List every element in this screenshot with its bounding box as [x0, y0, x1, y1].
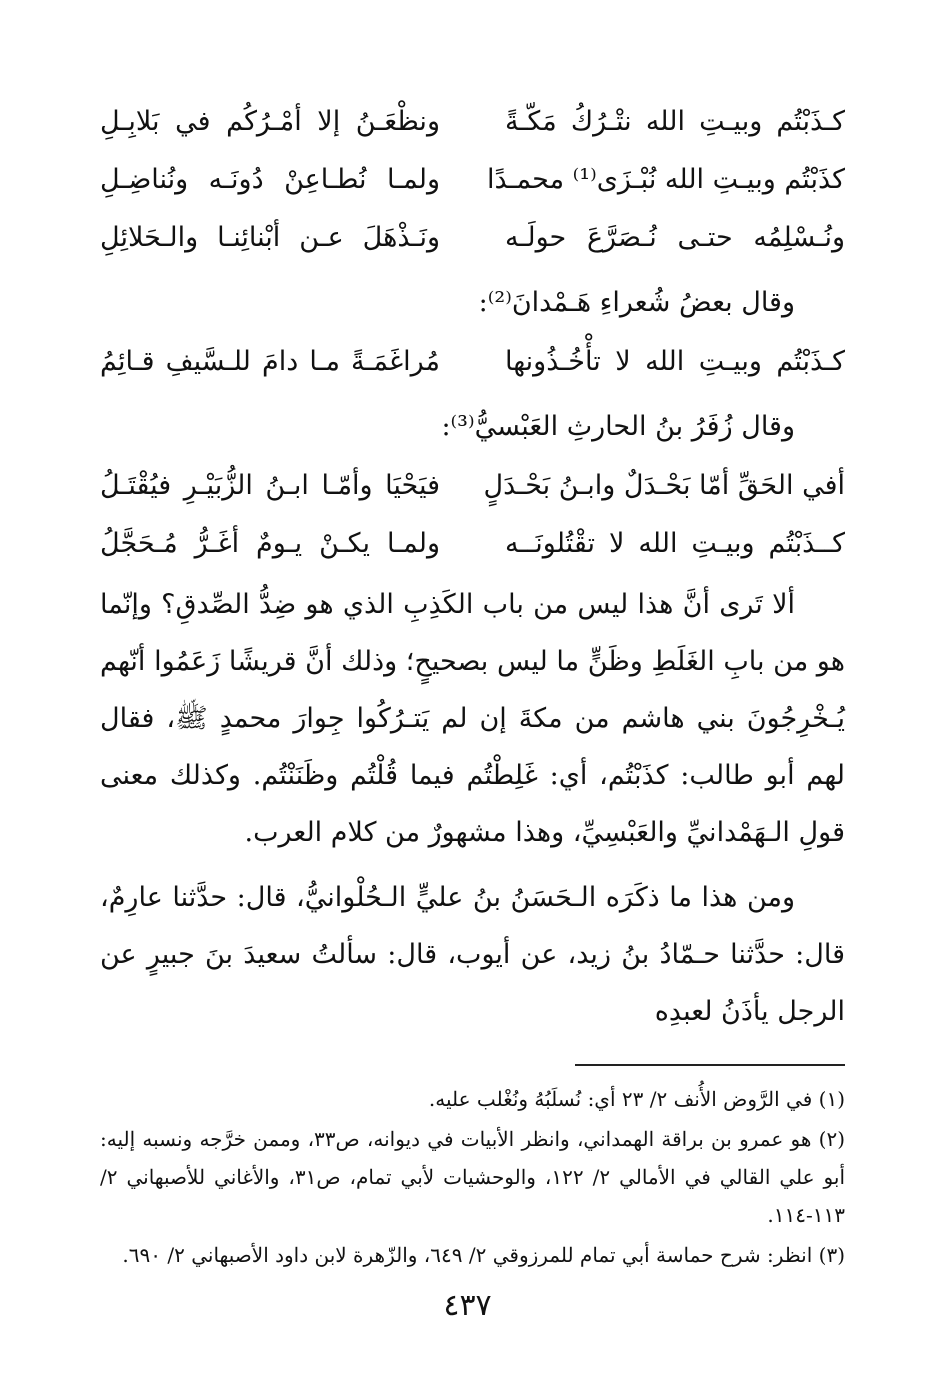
page-number: ٤٣٧: [443, 1288, 492, 1323]
verse-line: [100, 92, 845, 150]
verse-first-hemistich: كذَبْتُم وبيـتِ الله نُبْـزَى⁽¹⁾ محمـدًا: [486, 163, 845, 195]
verse-line: [100, 514, 845, 572]
verse-line: [100, 456, 845, 514]
verse-first-hemistich: كـذَبْتُم وبيـتِ الله نتْـرُكُ مَكّـةً: [505, 105, 845, 137]
prose-paragraph: ألا تَرى أنَّ هذا ليس من باب الكَذِبِ الذي هو ضِدُّ الصِّدقِ؟ وإنّما هو من بابِ الغَلَطِ وظَنٍّ ما ليس بصحيحٍ؛ وذلك أنَّ قريشًا زَعَمُوا أنّهم يُـخْرِجُونَ بني هاشم من مكةَ إن لم يَتـرُكُوا جِوارَ محمدٍ ﷺ، فقال لهم أبو طالب: كذَبْتُم، أي: غَلِطْتُم فيما قُلْتُم وظَنَنْتُم. وكذلك معنى قولِ الـهَمْدانيِّ والعَبْسِيِّ، وهذا مشهورٌ من كلام العرب.: [100, 589, 845, 848]
footnote-1: (١) في الرَّوض الأُنف ٢/ ٢٣ أي: نُسلَبُهُ ونُغْلب عليه.: [428, 1087, 845, 1111]
verse-line: [100, 150, 845, 208]
verse-second-hemistich: ونظْعَـنُ إلا أمْـرُكُم في بَلابِـلِ: [100, 105, 440, 137]
verse-first-hemistich: ونُـسْلِمُه حتـى نُـصَرَّعَ حولَـه: [505, 221, 845, 253]
poem-intro-zufar: وقال زُفَرُ بنُ الحارثِ العَبْسيُّ⁽³⁾:: [441, 411, 795, 442]
poem-hamdan: [100, 332, 845, 390]
verse-first-hemistich: كـذَبْتُم وبيـتِ الله لا تأْخُـذُونها: [505, 345, 845, 377]
verse-first-hemistich: كــذَبْتُم وبيـتِ الله لا تقْتُلونَــه: [505, 527, 845, 559]
verse-line: [100, 208, 845, 266]
verse-second-hemistich: فيَحْيَا وأمّـا ابـنُ الزُّبَيْـرِ فيُقْتَـلُ: [100, 469, 440, 501]
verse-second-hemistich: ونَـذْهَلَ عـن أبْنائِنـا والـحَلائِلِ: [100, 221, 440, 253]
poem-intro-hamdan: وقال بعضُ شُعراءِ هَـمْدانَ⁽²⁾:: [478, 287, 795, 318]
verse-second-hemistich: ولمـا يكـنْ يـومٌ أغَـرُّ مُـحَجَّلُ: [100, 527, 440, 559]
verse-line: [100, 332, 845, 390]
verse-second-hemistich: مُراغَمَـةً مـا دامَ للـسَّيفِ قـائِمُ: [100, 345, 440, 377]
page-body: [100, 92, 845, 1276]
poem-abu-talib: [100, 92, 845, 266]
poem-zufar: [100, 456, 845, 572]
footnote-separator: [575, 1064, 845, 1066]
prose-body: [100, 576, 845, 1040]
verse-first-hemistich: أفي الحَقِّ أمّا بَحْـدَلٌ وابـنُ بَحْـدَلٍ: [483, 469, 845, 501]
prose-paragraph: ومن هذا ما ذكَرَه الـحَسَنُ بنُ عليٍّ الـحُلْوانيُّ، قال: حدَّثنا عارِمٌ، قال: حدَّثنا حـمّادُ بنُ زيد، عن أيوب، قال: سألتُ سعيدَ بنَ جبيرٍ عن الرجل يأذَنُ لعبدِه: [100, 882, 845, 1027]
footnote-3: (٣) انظر: شرح حماسة أبي تمام للمرزوقي ٢/ ٦٤٩، والزّهرة لابن داود الأصبهاني ٢/ ٦٩٠.: [122, 1243, 845, 1267]
footnote-2: (٢) هو عمرو بن براقة الهمداني، وانظر الأبيات في ديوانه، ص٣٣، وممن خرَّجه ونسبه إليه: أبو علي القالي في الأمالي ٢/ ١٢٢، والوحشيات لأبي تمام، ص٣١، والأغاني للأصبهاني ٢/ ١١٣-١١٤.: [100, 1127, 846, 1227]
footnotes: [100, 1080, 845, 1274]
verse-second-hemistich: ولمـا نُطـاعِنْ دُونَـه ونُناضِـلِ: [100, 163, 440, 195]
